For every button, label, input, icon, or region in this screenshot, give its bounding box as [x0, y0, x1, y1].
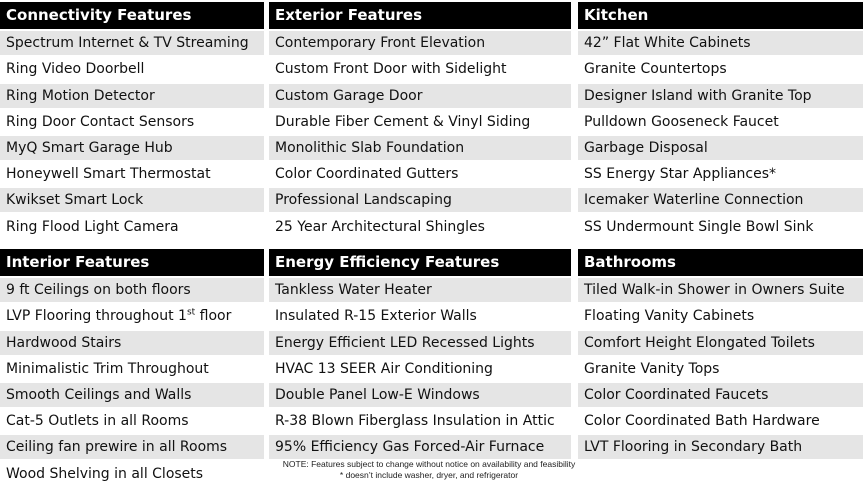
- list-item: Ring Video Doorbell: [0, 57, 264, 81]
- list-item: Color Coordinated Gutters: [269, 162, 571, 186]
- list-item: 25 Year Architectural Shingles: [269, 215, 571, 239]
- section-title: Bathrooms: [578, 249, 863, 276]
- list-item-text: LVP Flooring throughout 1: [6, 308, 187, 325]
- ordinal-suffix: st: [186, 307, 196, 318]
- footnote-line: NOTE: Features subject to change without notice on availability and feasibility: [282, 459, 576, 469]
- list-item: Ring Door Contact Sensors: [0, 110, 264, 134]
- list-item: Comfort Height Elongated Toilets: [578, 331, 863, 355]
- list-item: Wood Shelving in all Closets: [0, 462, 264, 486]
- list-item: Minimalistic Trim Throughout: [0, 357, 264, 381]
- list-item: Ring Flood Light Camera: [0, 215, 264, 239]
- list-item: 9 ft Ceilings on both floors: [0, 278, 264, 302]
- list-item: SS Energy Star Appliances*: [578, 162, 863, 186]
- list-item: SS Undermount Single Bowl Sink: [578, 215, 863, 239]
- list-item: Contemporary Front Elevation: [269, 31, 571, 55]
- section-interior: [0, 249, 264, 486]
- list-item: Tiled Walk-in Shower in Owners Suite: [578, 278, 863, 302]
- section-connectivity: [0, 2, 264, 239]
- list-item: Pulldown Gooseneck Faucet: [578, 110, 863, 134]
- list-item: Custom Front Door with Sidelight: [269, 57, 571, 81]
- list-item: 95% Efficiency Gas Forced-Air Furnace: [269, 435, 571, 459]
- list-item: Ceiling fan prewire in all Rooms: [0, 435, 264, 459]
- list-item: 42” Flat White Cabinets: [578, 31, 863, 55]
- list-item: Honeywell Smart Thermostat: [0, 162, 264, 186]
- section-exterior: [269, 2, 571, 239]
- list-item: Smooth Ceilings and Walls: [0, 383, 264, 407]
- list-item: MyQ Smart Garage Hub: [0, 136, 264, 160]
- list-item: Spectrum Internet & TV Streaming: [0, 31, 264, 55]
- list-item: Granite Countertops: [578, 57, 863, 81]
- footnote: [268, 459, 590, 481]
- list-item: Color Coordinated Faucets: [578, 383, 863, 407]
- list-item: Cat-5 Outlets in all Rooms: [0, 409, 264, 433]
- list-item: Double Panel Low-E Windows: [269, 383, 571, 407]
- section-bathrooms: [578, 249, 863, 459]
- list-item: Custom Garage Door: [269, 84, 571, 108]
- section-title: Exterior Features: [269, 2, 571, 29]
- list-item: Granite Vanity Tops: [578, 357, 863, 381]
- list-item: Color Coordinated Bath Hardware: [578, 409, 863, 433]
- section-energy-efficiency: [269, 249, 571, 459]
- list-item: Garbage Disposal: [578, 136, 863, 160]
- list-item: Hardwood Stairs: [0, 331, 264, 355]
- section-title: Kitchen: [578, 2, 863, 29]
- list-item: Kwikset Smart Lock: [0, 188, 264, 212]
- list-item-tail: floor: [195, 308, 232, 325]
- list-item: HVAC 13 SEER Air Conditioning: [269, 357, 571, 381]
- footnote-line: * doesn’t include washer, dryer, and refrigerator: [339, 470, 519, 480]
- list-item: Designer Island with Granite Top: [578, 84, 863, 108]
- list-item: Monolithic Slab Foundation: [269, 136, 571, 160]
- section-title: Interior Features: [0, 249, 264, 276]
- list-item: Icemaker Waterline Connection: [578, 188, 863, 212]
- list-item: R-38 Blown Fiberglass Insulation in Attic: [269, 409, 571, 433]
- list-item: Floating Vanity Cabinets: [578, 304, 863, 328]
- section-kitchen: [578, 2, 863, 239]
- list-item: Professional Landscaping: [269, 188, 571, 212]
- list-item: Energy Efficient LED Recessed Lights: [269, 331, 571, 355]
- list-item: Durable Fiber Cement & Vinyl Siding: [269, 110, 571, 134]
- section-title: Energy Efficiency Features: [269, 249, 571, 276]
- list-item: [0, 304, 264, 328]
- list-item: LVT Flooring in Secondary Bath: [578, 435, 863, 459]
- list-item: Ring Motion Detector: [0, 84, 264, 108]
- section-title: Connectivity Features: [0, 2, 264, 29]
- list-item: Insulated R-15 Exterior Walls: [269, 304, 571, 328]
- list-item: Tankless Water Heater: [269, 278, 571, 302]
